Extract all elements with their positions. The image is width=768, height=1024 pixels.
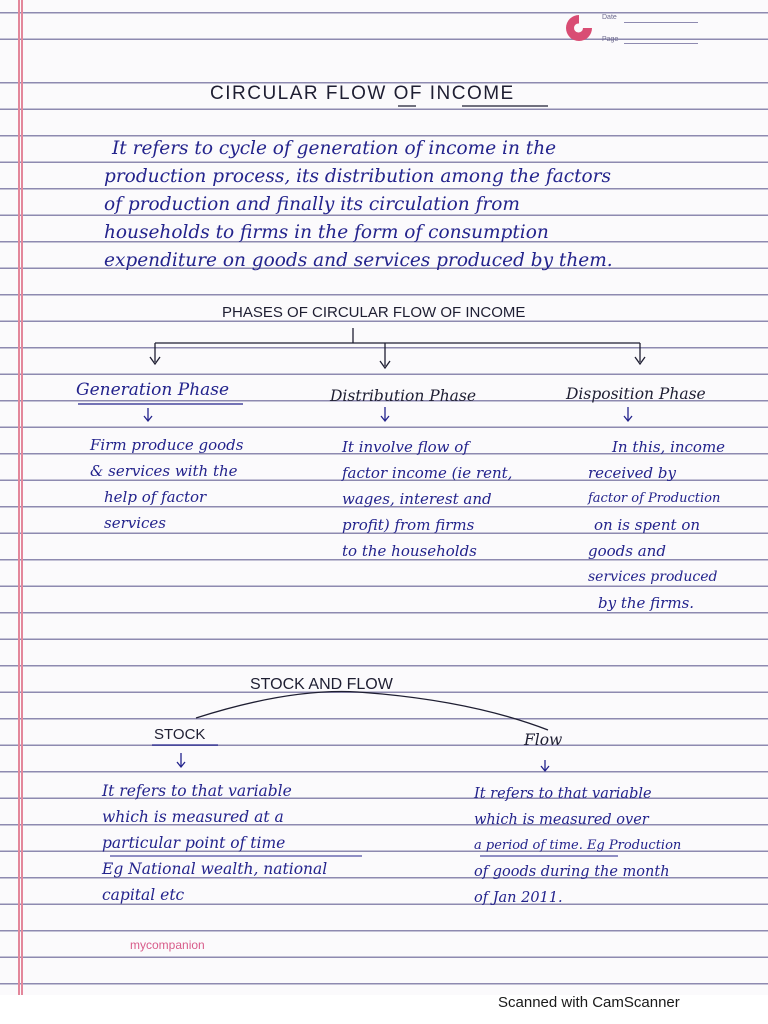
stock-heading: STOCK	[154, 726, 206, 743]
phase-line: & services with the	[90, 462, 238, 480]
page-title: CIRCULAR FLOW OF INCOME	[210, 83, 515, 104]
flow-line: of goods during the month	[474, 864, 670, 880]
phase-line: Firm produce goods	[90, 436, 244, 454]
date-line	[624, 22, 698, 23]
stock-line: Eg National wealth, national	[102, 860, 328, 878]
phase-line: factor of Production	[588, 491, 721, 506]
phase-line: It involve flow of	[342, 438, 469, 456]
camscanner-watermark: Scanned with CamScanner	[498, 994, 680, 1011]
phase-line: factor income (ie rent,	[342, 464, 513, 482]
phase-line: received by	[588, 464, 676, 482]
stock-description	[102, 778, 327, 908]
flow-line: of Jan 2011.	[474, 890, 563, 906]
margin-line-right	[21, 0, 23, 995]
phase-line: help of factor	[104, 488, 207, 506]
phase-line: by the firms.	[598, 594, 695, 612]
definition-line: production process, its distribution among the factors	[104, 166, 611, 187]
phase-name-disposition: Disposition Phase	[566, 385, 706, 403]
definition-line: of production and finally its circulation from	[104, 194, 520, 215]
date-label: Date	[602, 14, 617, 21]
definition-line: households to firms in the form of consumption	[104, 222, 549, 243]
stock-line: capital etc	[102, 886, 185, 904]
phase-line: profit) from firms	[342, 516, 475, 534]
page-line	[624, 43, 698, 44]
phase-line: to the households	[342, 542, 477, 560]
definition-line: It refers to cycle of generation of income in the	[112, 138, 557, 159]
phase-description-generation	[90, 432, 243, 536]
flow-line: a period of time. Eg Production	[474, 838, 682, 853]
phase-line: goods and	[588, 542, 666, 560]
page-label: Page	[602, 36, 619, 43]
phase-line: services	[104, 514, 166, 532]
stock-line: particular point of time	[102, 834, 286, 852]
notebook-logo-icon	[563, 12, 595, 44]
stock-line: It refers to that variable	[102, 782, 292, 800]
definition-line: expenditure on goods and services produced by them.	[104, 250, 613, 271]
phase-description-distribution	[342, 434, 512, 564]
flow-heading: Flow	[524, 731, 563, 749]
phase-line: on is spent on	[594, 516, 701, 534]
flow-line: which is measured over	[474, 812, 649, 828]
stock-line: which is measured at a	[102, 808, 284, 826]
flow-description	[474, 781, 681, 911]
phase-line: services produced	[588, 569, 718, 585]
notebook-brand: mycompanion	[130, 938, 205, 952]
phase-line: In this, income	[612, 438, 726, 456]
phase-name-generation: Generation Phase	[76, 380, 230, 400]
flow-line: It refers to that variable	[474, 786, 652, 802]
phase-name-distribution: Distribution Phase	[330, 387, 477, 405]
phase-description-disposition	[588, 434, 725, 616]
phases-heading: PHASES OF CIRCULAR FLOW OF INCOME	[222, 304, 526, 321]
margin-line-left	[18, 0, 20, 995]
stock-flow-heading: STOCK AND FLOW	[250, 676, 393, 693]
phase-line: wages, interest and	[342, 490, 492, 508]
